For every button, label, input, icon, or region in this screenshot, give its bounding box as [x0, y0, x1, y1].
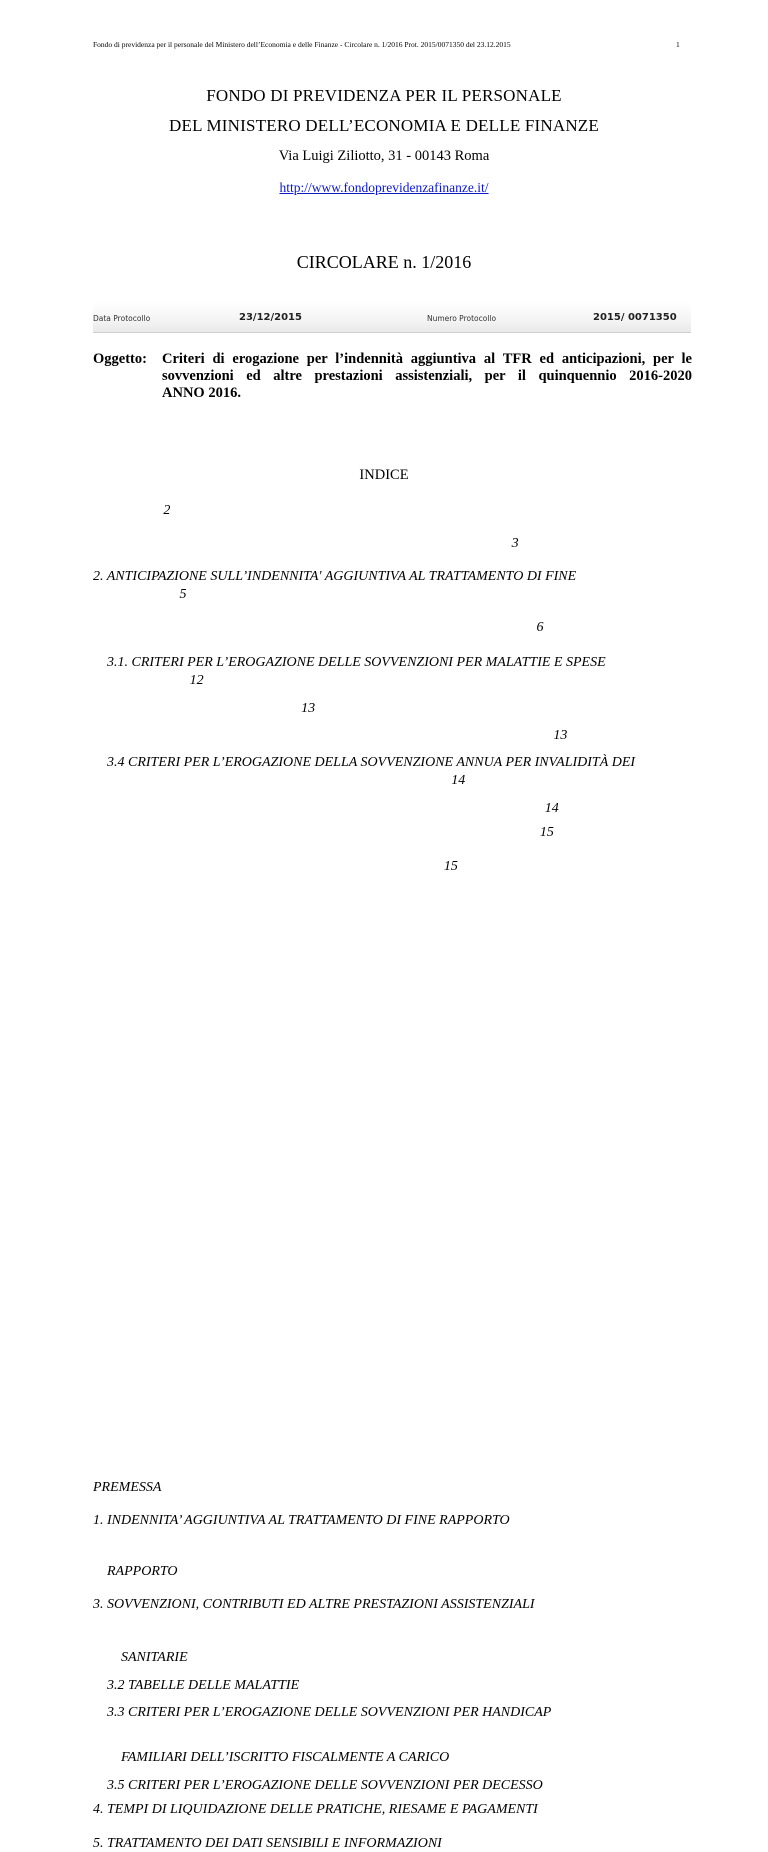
toc-entry-label-line1[interactable]: 2. ANTICIPAZIONE SULL’INDENNITA' AGGIUNTIVA AL TRATTAMENTO DI FINE — [93, 569, 577, 584]
toc-entry-label: 3.2 TABELLE DELLE MALATTIE — [107, 1678, 300, 1693]
toc-entry-label: 1. INDENNITA’ AGGIUNTIVA AL TRATTAMENTO DI FINE RAPPORTO — [93, 1513, 510, 1528]
toc-entry-page: 12 — [189, 673, 204, 688]
website-link[interactable]: http://www.fondoprevidenzafinanze.it/ — [279, 180, 489, 195]
toc-entry-page: 3 — [511, 536, 519, 551]
toc-entry-label: RAPPORTO — [107, 1564, 178, 1579]
protocol-bar — [93, 302, 691, 333]
toc-entry-label: 5. TRATTAMENTO DEI DATI SENSIBILI E INFORMAZIONI — [93, 1836, 442, 1851]
toc-entry-page: 2 — [163, 503, 171, 518]
org-title-line2: DEL MINISTERO DELL’ECONOMIA E DELLE FINANZE — [169, 116, 599, 135]
toc-entry-page: 5 — [179, 587, 187, 602]
oggetto-label: Oggetto: — [93, 351, 147, 367]
toc-entry-label: FAMILIARI DELL’ISCRITTO FISCALMENTE A CARICO — [121, 1750, 450, 1765]
address: Via Luigi Ziliotto, 31 - 00143 Roma — [278, 148, 490, 164]
toc-entry-page: 6 — [536, 620, 544, 635]
toc-entry-label: 4. TEMPI DI LIQUIDAZIONE DELLE PRATICHE, RIESAME E PAGAMENTI — [93, 1802, 538, 1817]
circolare-heading: CIRCOLARE n. 1/2016 — [296, 252, 472, 272]
oggetto-line: sovvenzioni ed altre prestazioni assistenziali, per il quinquennio 2016-2020 — [162, 368, 692, 384]
toc-entry-label: 3.5 CRITERI PER L’EROGAZIONE DELLE SOVVENZIONI PER DECESSO — [107, 1778, 543, 1793]
toc-entry[interactable] — [93, 858, 692, 1852]
org-title-line1: FONDO DI PREVIDENZA PER IL PERSONALE — [206, 86, 562, 105]
toc-entry-page: 14 — [544, 801, 559, 816]
oggetto-text — [162, 351, 692, 402]
toc-entry-label: 3. SOVVENZIONI, CONTRIBUTI ED ALTRE PRESTAZIONI ASSISTENZIALI — [93, 1597, 535, 1612]
running-header: Fondo di previdenza per il personale del Ministero dell’Economia e delle Finanze - Circolare n. 1/2016 Prot. 2015/0071350 del 23.12.2015 — [93, 40, 511, 49]
toc-entry-label-line1[interactable]: 3.4 CRITERI PER L’EROGAZIONE DELLA SOVVENZIONE ANNUA PER INVALIDITÀ DEI — [107, 755, 636, 770]
indice-title: INDICE — [359, 467, 409, 483]
oggetto-line: Criteri di erogazione per l’indennità aggiuntiva al TFR ed anticipazioni, per le — [162, 351, 692, 367]
oggetto-line: ANNO 2016. — [162, 385, 241, 401]
toc-entry-label: PREMESSA — [93, 1480, 162, 1495]
protocol-number-value: 2015/ 0071350 — [593, 312, 677, 323]
toc-entry-label: 3.3 CRITERI PER L’EROGAZIONE DELLE SOVVENZIONI PER HANDICAP — [107, 1705, 552, 1720]
toc-entry-page: 15 — [443, 859, 458, 874]
toc-entry-label: SANITARIE — [121, 1650, 188, 1665]
toc-entry-label-line1[interactable]: 3.1. CRITERI PER L’EROGAZIONE DELLE SOVVENZIONI PER MALATTIE E SPESE — [107, 655, 606, 670]
protocol-date-label: Data Protocollo — [93, 314, 151, 323]
protocol-number-label: Numero Protocollo — [427, 314, 497, 323]
toc-entry-page: 13 — [553, 728, 568, 743]
toc-entry-page: 15 — [539, 825, 554, 840]
toc-entry-page: 13 — [301, 701, 316, 716]
page-number: 1 — [676, 40, 680, 49]
protocol-date-value: 23/12/2015 — [239, 312, 302, 323]
toc-entry-page: 14 — [451, 773, 466, 788]
